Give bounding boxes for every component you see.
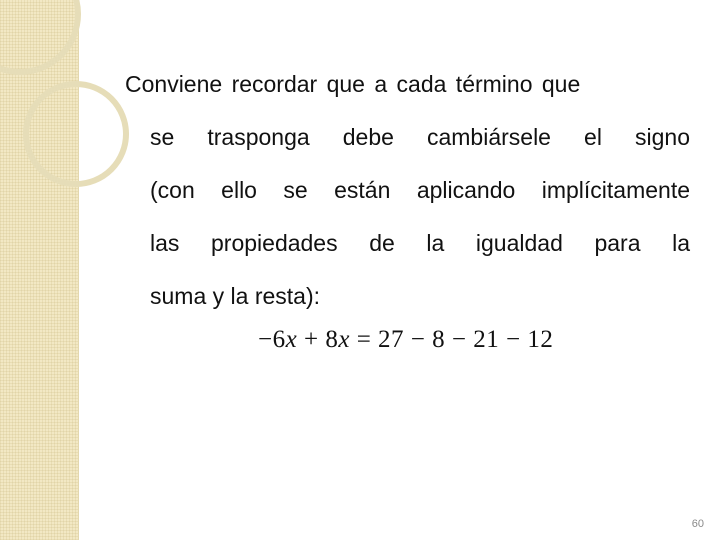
equation-operator-plus: + [303,326,319,353]
equation-coefficient-2: 8 [325,326,339,353]
equation-equals: = [356,326,372,353]
equation [258,326,553,354]
paragraph-line-3: (con ello se están aplicando implícitamente [150,177,690,203]
equation-operator-minus-3: − [506,326,521,353]
equation-number-3: 21 [473,326,500,353]
decorative-side-band [0,0,79,540]
equation-operator-minus-2: − [451,326,467,353]
paragraph-line-1: Conviene recordar que a cada término que [125,71,581,97]
equation-number-1: 27 [378,326,405,353]
paragraph-line-2: se trasponga debe cambiársele el signo [150,124,690,150]
equation-variable-2: x [338,326,350,353]
page-number: 60 [691,518,704,530]
paragraph-line-4: las propiedades de la igualdad para la [150,230,690,256]
slide-paragraph [125,58,690,323]
equation-operator-minus-1: − [410,326,426,353]
equation-number-2: 8 [432,326,446,353]
equation-coefficient-1: −6 [258,326,286,353]
paragraph-line-5: suma y la resta): [150,283,320,309]
equation-variable-1: x [285,326,298,353]
equation-number-4: 12 [527,326,554,353]
